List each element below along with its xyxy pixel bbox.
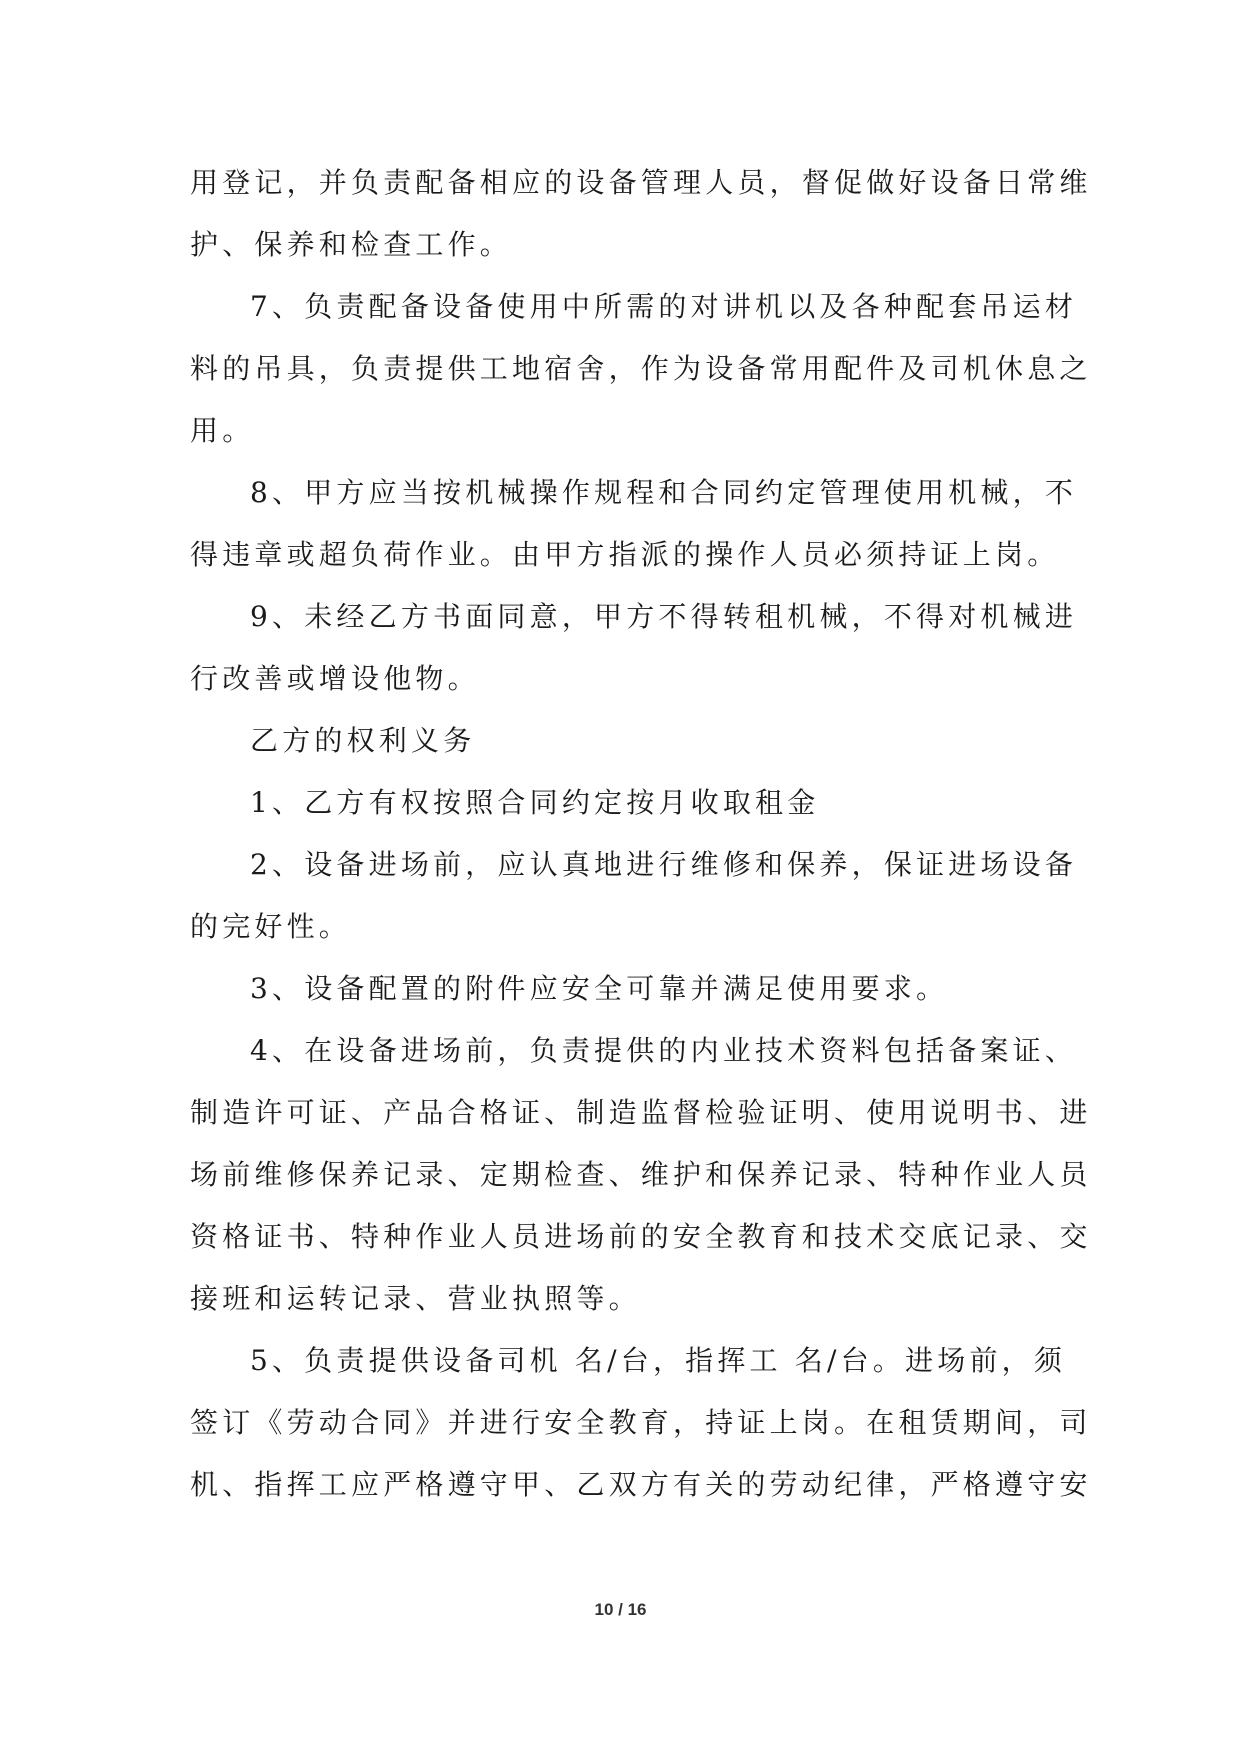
text-line: 料的吊具，负责提供工地宿舍，作为设备常用配件及司机休息之	[190, 352, 1092, 385]
text-line: 用登记，并负责配备相应的设备管理人员，督促做好设备日常维	[190, 166, 1092, 199]
text-line: 得违章或超负荷作业。由甲方指派的操作人员必须持证上岗。	[190, 538, 1060, 571]
page-number: 10 / 16	[594, 1600, 647, 1619]
text-line: 资格证书、特种作业人员进场前的安全教育和技术交底记录、交	[190, 1220, 1092, 1253]
text-line: 8、甲方应当按机械操作规程和合同约定管理使用机械，不	[250, 476, 1078, 509]
text-line: 7、负责配备设备使用中所需的对讲机以及各种配套吊运材	[250, 290, 1078, 323]
text-line: 行改善或增设他物。	[190, 662, 480, 695]
text-line: 1、乙方有权按照合同约定按月收取租金	[250, 786, 820, 819]
text-line: 的完好性。	[190, 910, 352, 943]
text-line: 机、指挥工应严格遵守甲、乙双方有关的劳动纪律，严格遵守安	[190, 1468, 1092, 1501]
text-line: 用。	[190, 414, 255, 447]
text-line: 2、设备进场前，应认真地进行维修和保养，保证进场设备	[250, 848, 1078, 881]
text-line: 护、保养和检查工作。	[190, 228, 513, 261]
text-line: 5、负责提供设备司机 名/台，指挥工 名/台。进场前，须	[250, 1344, 1067, 1377]
text-line: 签订《劳动合同》并进行安全教育，持证上岗。在租赁期间，司	[190, 1406, 1092, 1439]
text-line: 场前维修保养记录、定期检查、维护和保养记录、特种作业人员	[190, 1158, 1092, 1191]
text-line: 制造许可证、产品合格证、制造监督检验证明、使用说明书、进	[190, 1096, 1092, 1129]
section-heading: 乙方的权利义务	[250, 724, 476, 757]
text-line: 9、未经乙方书面同意，甲方不得转租机械，不得对机械进	[250, 600, 1078, 633]
text-line: 接班和运转记录、营业执照等。	[190, 1282, 641, 1315]
body-text	[190, 152, 1092, 1516]
text-line: 4、在设备进场前，负责提供的内业技术资料包括备案证、	[250, 1034, 1078, 1067]
text-line: 3、设备配置的附件应安全可靠并满足使用要求。	[250, 972, 949, 1005]
